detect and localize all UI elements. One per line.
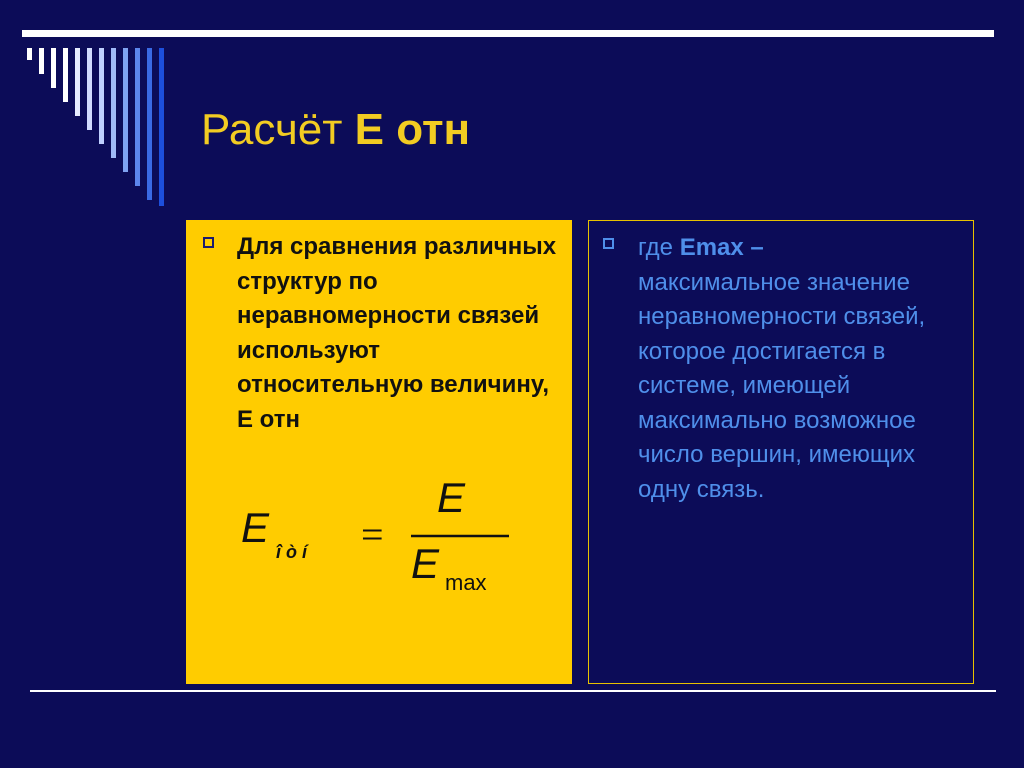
formula-denominator-symbol: E	[411, 540, 440, 587]
formula-denominator-subscript: max	[445, 570, 487, 595]
slide-title-prefix: Расчёт	[201, 105, 355, 154]
emax-term: Emax –	[679, 234, 764, 261]
hollow-square-bullet-icon	[203, 237, 214, 248]
formula-equals: =	[361, 512, 384, 557]
explanation-body: максимальное значение неравномерности связей, которое достигается в системе, имеющей максимально возможное число вершин, имеющих одну связь.	[638, 268, 926, 503]
formula-lhs-symbol: E	[241, 504, 270, 551]
slide-title-accent: Е отн	[354, 105, 471, 154]
hollow-square-bullet-icon	[603, 238, 614, 249]
definition-panel	[186, 220, 572, 684]
explanation-text	[638, 231, 968, 507]
e-otn-formula	[241, 480, 521, 600]
formula-lhs-subscript: î ò í	[276, 542, 307, 562]
explanation-panel	[588, 220, 974, 684]
slide-title	[201, 100, 470, 160]
explanation-lead: где	[638, 234, 680, 261]
bottom-divider-line	[30, 690, 996, 692]
definition-text: Для сравнения различных структур по неравномерности связей используют относительную величину, Е отн	[237, 233, 557, 433]
vertical-stripes-decoration	[0, 0, 180, 220]
formula-numerator: E	[437, 480, 466, 521]
